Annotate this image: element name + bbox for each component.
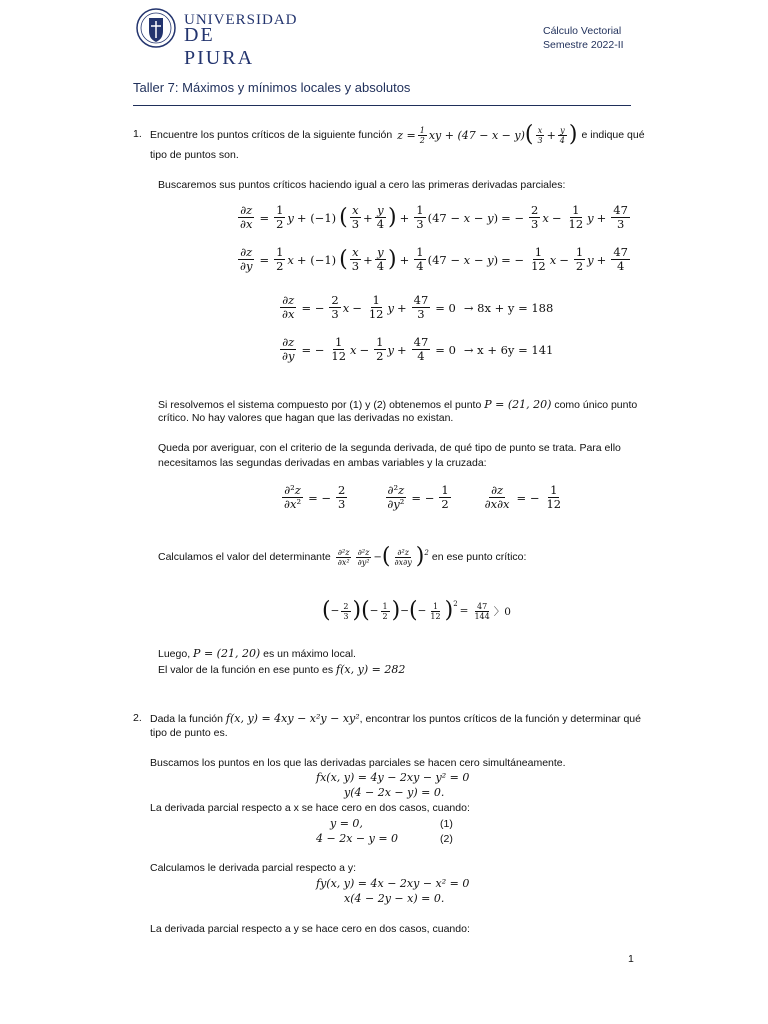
system-result-1: → 8x + y = 188 (463, 300, 554, 315)
second-derivatives: $\frac{\text{∂²z}}{\text{∂x²}}$ = − $\frac{2}{3}$ $\frac{\text{∂²z}}{\text{∂y²}}$ = − $\frac{1}{2}$ $\frac{\partial z}{\partial x\partial x}$ = − $\frac{1}{12}$ (284, 483, 562, 511)
fx-factored: y(4 − 2x − y) = 0. (344, 786, 445, 799)
problem1-statement (150, 122, 645, 147)
course-name: Cálculo Vectorial (543, 25, 622, 37)
determinant-expression: $\frac{\text{∂²z}}{\text{∂x²}}$ $\frac{\text{∂²z}}{\text{∂y²}}$ − ( $\frac{\text{∂²z}}{\partial x\partial y}$ ) $^2$ (337, 544, 429, 569)
fy-factored: x(4 − 2y − x) = 0. (344, 892, 445, 905)
determinant-text: Calculamos el valor del determinante $\frac{\text{∂²z}}{\text{∂x²}}$ $\frac{\text{∂²z}}{\text{∂y²}}$ − ( $\frac{\text{∂²z}}{\partial x\partial y}$ ) $^2$ en ese punto crítico: (158, 544, 527, 569)
dzdx-expansion: $\frac{\partial z}{\partial x}$ = $\frac{1}{2}$ y + (−1) ( $\frac{x}{3}$ + $\frac{y}{4}$ ) + $\frac{1}{3}$ (47 − x − y) = − $\frac{2}{3}$ x − $\frac{1}{12}$ y + $\frac{47}{3}$ (240, 203, 628, 231)
semester: Semestre 2022-II (543, 39, 624, 51)
system-result-2: → x + 6y = 141 (463, 342, 554, 357)
problem2-statement: Dada la función f(x, y) = 4xy − x²y − xy², encontrar los puntos críticos de la función y determinar qué (150, 712, 641, 725)
logo-line2: DE PIURA (184, 24, 255, 69)
lead-y-text: Calculamos le derivada parcial respecto a y: (150, 862, 357, 874)
problem1-lead: Buscaremos sus puntos críticos haciendo igual a cero las primeras derivadas parciales: (158, 179, 566, 191)
dzdy-expansion: $\frac{\partial z}{\partial y}$ = $\frac{1}{2}$ x + (−1) ( $\frac{x}{3}$ + $\frac{y}{4}$ ) + $\frac{1}{4}$ (47 − x − y) = − $\frac{1}{12}$ x − $\frac{1}{2}$ y + $\frac{47}{4}$ (240, 245, 628, 273)
logo-line1: UNIVERSIDAD (184, 12, 298, 28)
critical-point-text: Si resolvemos el sistema compuesto por (1) y (2) obtenemos el punto P = (21, 20) como único punto (158, 398, 638, 411)
determinant-evaluation: ( − $\frac{2}{3}$ ) ( − $\frac{1}{2}$ ) − ( − $\frac{1}{12}$ ) $^2$ = $\frac{47}{144}$ 〉0 (322, 598, 511, 623)
function-value: f(x, y) = 282 (336, 663, 406, 676)
title-rule (133, 105, 631, 106)
conclusion-point: P = (21, 20) (193, 647, 261, 660)
system-equation-2: $\frac{\partial z}{\partial y}$ = − $\frac{1}{12}$ x − $\frac{1}{2}$ y + $\frac{47}{4}$ = 0 → x + 6y = 141 (282, 335, 554, 363)
case1: y = 0, (330, 817, 363, 830)
problem1-intro-line2: tipo de puntos son. (150, 149, 239, 161)
problem1-intro-end: e indique qué (581, 128, 645, 141)
shield-icon (136, 6, 176, 50)
problem2-function: f(x, y) = 4xy − x²y − xy² (225, 712, 360, 725)
problem2-number: 2. (133, 712, 142, 724)
case2: 4 − 2x − y = 0 (316, 832, 399, 845)
case1-tag: (1) (440, 818, 453, 830)
cases-x-text: La derivada parcial respecto a x se hace cero en dos casos, cuando: (150, 802, 470, 814)
second-derivative-text: Queda por averiguar, con el criterio de la segunda derivada, de qué tipo de punto se trata. Para ello (158, 442, 621, 454)
university-logo (136, 6, 298, 69)
page-number: 1 (628, 953, 634, 965)
critical-point-text-2: crítico. No hay valores que hagan que las derivadas no existan. (158, 412, 454, 424)
problem2-intro-line2: tipo de punto es. (150, 727, 228, 739)
cases-y-text: La derivada parcial respecto a y se hace cero en dos casos, cuando: (150, 923, 470, 935)
second-derivative-text-2: necesitamos las segundas derivadas en ambas variables y la cruzada: (158, 457, 487, 469)
conclusion-text: Luego, P = (21, 20) es un máximo local. (158, 647, 356, 660)
system-equation-1: $\frac{\partial z}{\partial x}$ = − $\frac{2}{3}$ x − $\frac{1}{12}$ y + $\frac{47}{3}$ = 0 → 8x + y = 188 (282, 293, 554, 321)
case2-tag: (2) (440, 833, 453, 845)
function-value-text: El valor de la función en ese punto es f(x, y) = 282 (158, 663, 406, 676)
page-title: Taller 7: Máximos y mínimos locales y absolutos (133, 80, 411, 95)
problem1-number: 1. (133, 128, 142, 140)
fy-equation: fy(x, y) = 4x − 2xy − x² = 0 (316, 877, 470, 890)
problem1-intro: Encuentre los puntos críticos de la siguiente función (150, 128, 393, 141)
critical-point: P = (21, 20) (484, 398, 552, 411)
problem1-function: z = $\frac{1}{2}$ xy + (47 − x − y) ( $\frac{x}{3}$ + $\frac{y}{4}$ ) (397, 122, 578, 147)
fx-equation: fx(x, y) = 4y − 2xy − y² = 0 (316, 771, 470, 784)
problem2-lead: Buscamos los puntos en los que las derivadas parciales se hacen cero simultáneamente. (150, 757, 566, 769)
